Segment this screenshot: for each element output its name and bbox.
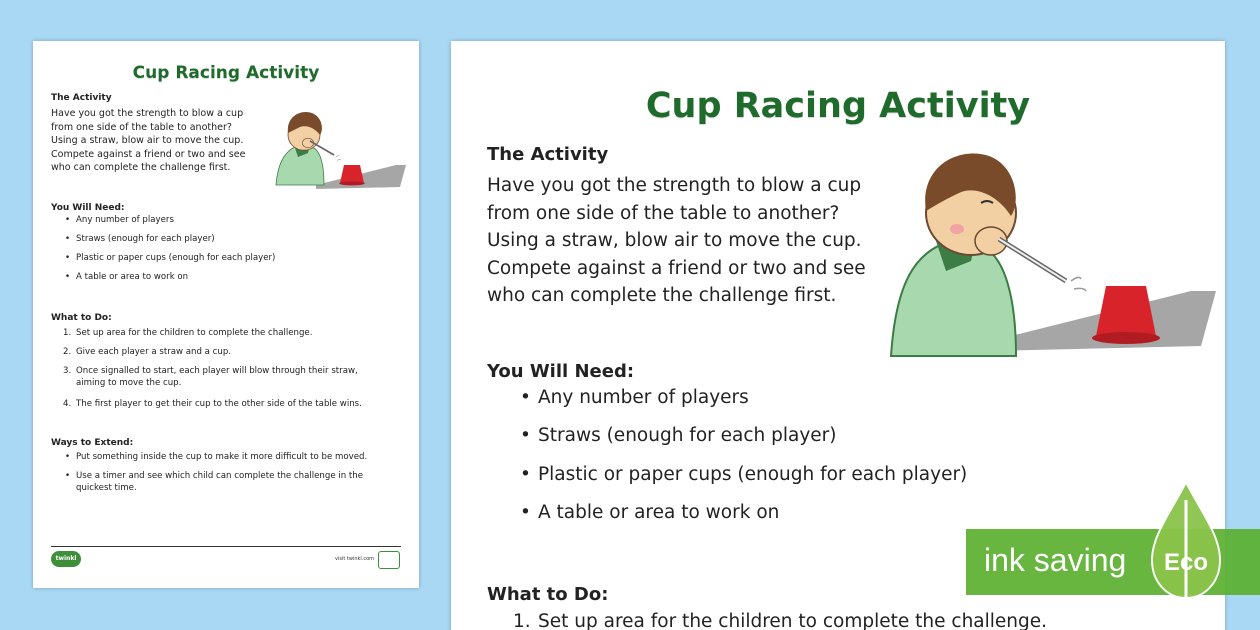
todo-heading: What to Do: — [487, 584, 609, 605]
thumb-todo-heading: What to Do: — [51, 313, 112, 323]
list-item: 4. The first player to get their cup to the other side of the table wins. — [63, 399, 362, 409]
list-item: 2. Give each player a straw and a cup. — [63, 347, 232, 357]
thumb-need-list — [76, 215, 275, 291]
child-blowing-cup-illustration — [268, 93, 408, 205]
activity-text: Have you got the strength to blow a cup from one side of the table to another? Using a straw, blow air to move the cup. Compete against a friend or two and see who can complete the challenge first. — [487, 175, 866, 306]
thumb-activity-text: Have you got the strength to blow a cup from one side of the table to another? Using a straw, blow air to move the cup. Compete against a friend or two and see who can complete the challenge first. — [51, 108, 246, 173]
footer-divider — [51, 546, 401, 547]
thumb-need-heading: You Will Need: — [51, 203, 125, 213]
list-item: • Plastic or paper cups (enough for each player) — [76, 253, 275, 272]
list-item: 3. Once signalled to start, each player will blow through their straw, aiming to move the cup. — [63, 366, 358, 388]
thumb-activity-heading: The Activity — [51, 93, 112, 103]
list-item: • A table or area to work on — [538, 502, 967, 540]
need-list — [538, 387, 967, 540]
list-item: • A table or area to work on — [76, 272, 275, 291]
todo-list — [513, 611, 1138, 630]
list-item: 1. Set up area for the children to complete the challenge. — [63, 328, 313, 338]
thumb-title: Cup Racing Activity — [132, 63, 320, 83]
thumb-extend-list — [76, 451, 376, 500]
list-item: • Use a timer and see which child can complete the challenge in the quickest time. — [76, 470, 376, 500]
need-heading: You Will Need: — [487, 361, 635, 382]
list-item: • Straws (enough for each player) — [538, 425, 967, 463]
page-title: Cup Racing Activity — [645, 86, 1031, 126]
list-item: • Any number of players — [538, 387, 967, 425]
footer-url: visit twinkl.com — [335, 556, 375, 562]
ink-saving-label: ink saving — [984, 542, 1127, 578]
thumbnail-page[interactable] — [33, 41, 419, 588]
list-item: • Any number of players — [76, 215, 275, 234]
list-item: 1. Set up area for the children to complete the challenge. — [513, 611, 1048, 630]
list-item: • Plastic or paper cups (enough for each player) — [538, 464, 967, 502]
activity-heading: The Activity — [487, 144, 609, 165]
child-blowing-cup-illustration — [871, 141, 1221, 361]
twinkl-logo: twinkl — [51, 551, 81, 567]
eco-badge-text: Eco — [1163, 549, 1209, 576]
list-item: • Straws (enough for each player) — [76, 234, 275, 253]
eco-leaf-icon — [1150, 480, 1222, 610]
thumb-extend-heading: Ways to Extend: — [51, 438, 134, 448]
badge-icon — [378, 551, 400, 569]
thumb-todo-list — [63, 327, 376, 417]
list-item: • Put something inside the cup to make it more difficult to be moved. — [76, 451, 376, 470]
